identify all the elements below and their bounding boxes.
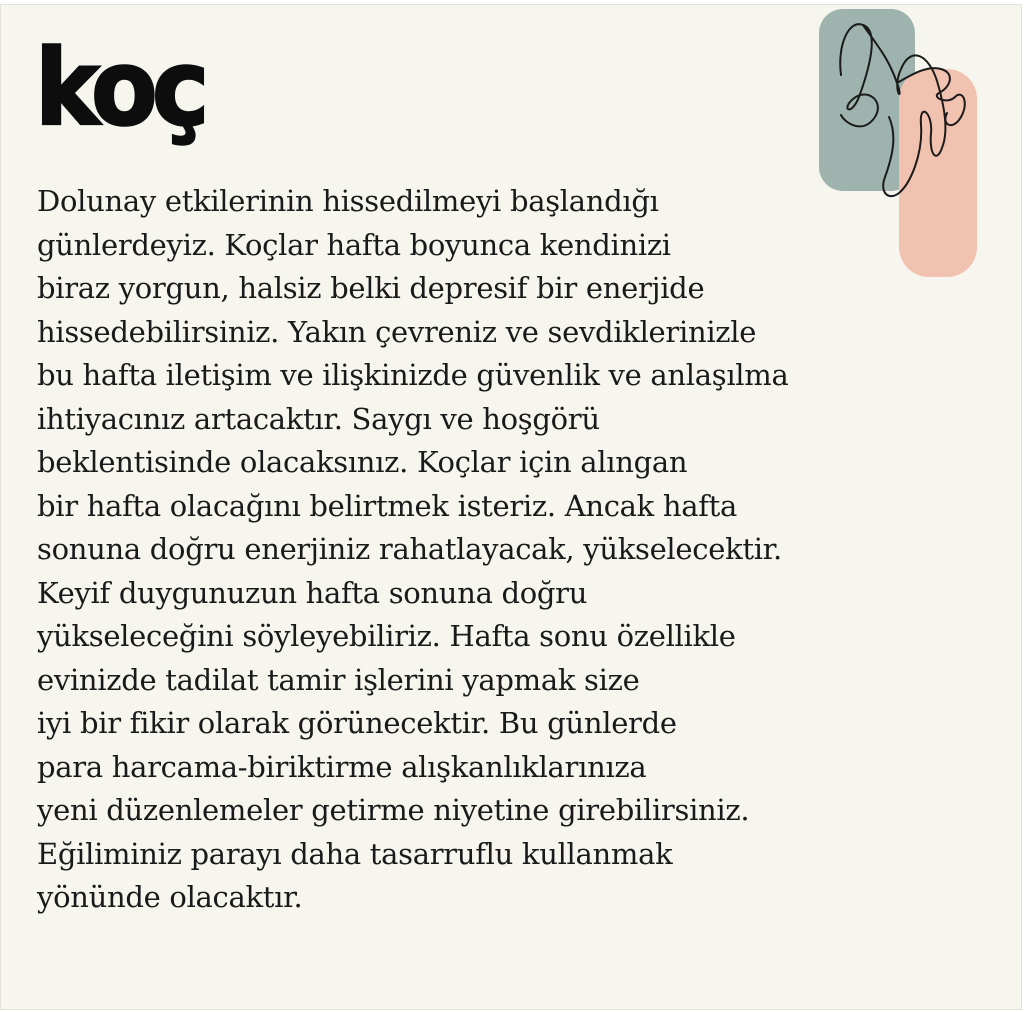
text-line: yönünde olacaktır. <box>37 880 303 914</box>
text-line: bir hafta olacağını belirtmek isteriz. Ancak hafta <box>37 488 738 523</box>
text-line: bu hafta iletişim ve ilişkinizde güvenlik ve anlaşılma <box>37 358 789 392</box>
text-line: sonuna doğru enerjiniz rahatlayacak, yükselecektir. <box>37 532 782 566</box>
text-line: yeni düzenlemeler getirme niyetine girebilirsiniz. <box>37 793 750 827</box>
horoscope-text <box>37 180 1017 920</box>
text-line: biraz yorgun, halsiz belki depresif bir enerjide <box>37 271 705 305</box>
text-line: Keyif duygunuzun hafta sonuna doğru <box>37 575 588 610</box>
text-line: beklentisinde olacaksınız. Koçlar için alıngan <box>37 445 688 479</box>
text-line: günlerdeyiz. Koçlar hafta boyunca kendinizi <box>37 227 671 262</box>
zodiac-title: koç <box>35 27 204 149</box>
text-line: ihtiyacınız artacaktır. Saygı ve hoşgörü <box>37 401 600 436</box>
text-line: para harcama-biriktirme alışkanlıklarınıza <box>37 749 647 784</box>
horoscope-card <box>0 4 1022 1010</box>
text-line: Dolunay etkilerinin hissedilmeyi başlandığı <box>37 184 659 218</box>
text-line: Eğiliminiz parayı daha tasarruflu kullanmak <box>37 836 673 871</box>
text-line: evinizde tadilat tamir işlerini yapmak size <box>37 662 640 697</box>
text-line: hissedebilirsiniz. Yakın çevreniz ve sevdiklerinizle <box>37 314 757 349</box>
text-line: yükseleceğini söyleyebiliriz. Hafta sonu özellikle <box>37 619 736 653</box>
text-line: iyi bir fikir olarak görünecektir. Bu günlerde <box>37 706 677 740</box>
